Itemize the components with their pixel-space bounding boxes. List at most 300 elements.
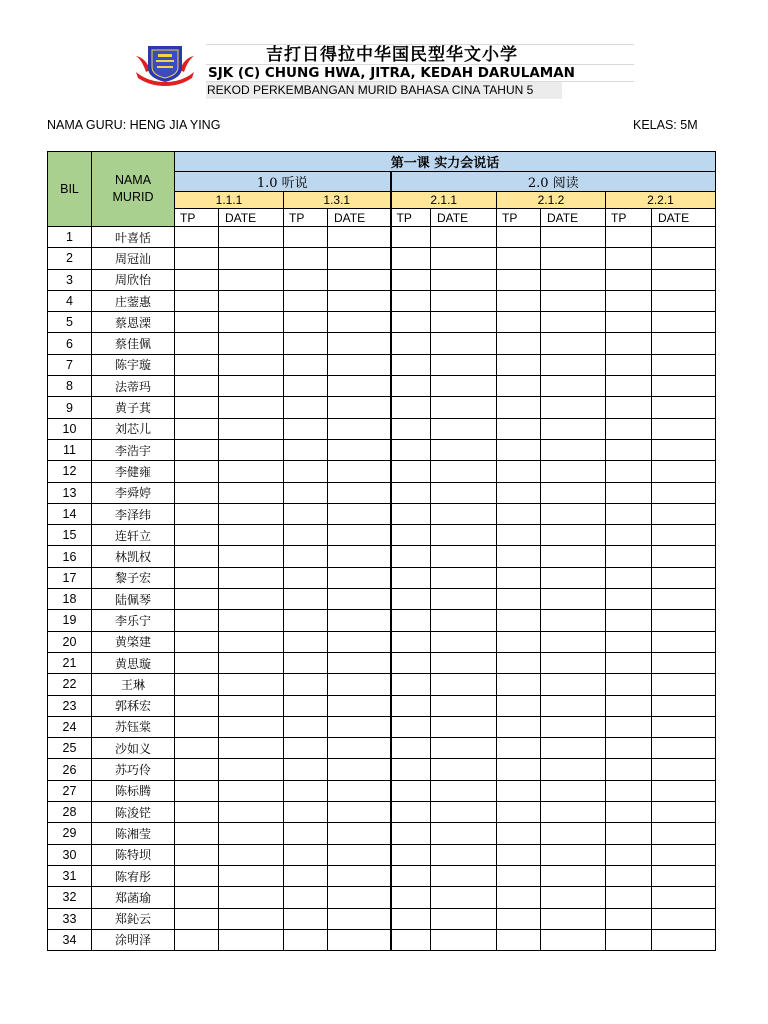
tp-cell[interactable] (175, 418, 219, 439)
tp-cell[interactable] (391, 312, 431, 333)
date-cell[interactable] (652, 567, 716, 588)
date-cell[interactable] (328, 631, 391, 652)
date-cell[interactable] (652, 546, 716, 567)
date-cell[interactable] (541, 716, 606, 737)
date-cell[interactable] (652, 887, 716, 908)
date-cell[interactable] (328, 652, 391, 673)
date-cell[interactable] (219, 397, 284, 418)
tp-cell[interactable] (175, 567, 219, 588)
tp-cell[interactable] (391, 439, 431, 460)
date-cell[interactable] (219, 333, 284, 354)
tp-cell[interactable] (497, 589, 541, 610)
tp-cell[interactable] (391, 589, 431, 610)
date-cell[interactable] (328, 865, 391, 886)
date-cell[interactable] (219, 631, 284, 652)
tp-cell[interactable] (606, 780, 652, 801)
date-cell[interactable] (219, 929, 284, 950)
tp-cell[interactable] (175, 780, 219, 801)
tp-cell[interactable] (391, 482, 431, 503)
tp-cell[interactable] (284, 354, 328, 375)
tp-cell[interactable] (284, 397, 328, 418)
tp-cell[interactable] (175, 503, 219, 524)
tp-cell[interactable] (284, 248, 328, 269)
tp-cell[interactable] (284, 589, 328, 610)
date-cell[interactable] (328, 269, 391, 290)
date-cell[interactable] (652, 738, 716, 759)
date-cell[interactable] (652, 823, 716, 844)
tp-cell[interactable] (175, 397, 219, 418)
date-cell[interactable] (652, 652, 716, 673)
tp-cell[interactable] (175, 652, 219, 673)
tp-cell[interactable] (175, 290, 219, 311)
date-cell[interactable] (541, 567, 606, 588)
date-cell[interactable] (219, 716, 284, 737)
date-cell[interactable] (652, 397, 716, 418)
date-cell[interactable] (219, 674, 284, 695)
tp-cell[interactable] (391, 802, 431, 823)
tp-cell[interactable] (497, 887, 541, 908)
tp-cell[interactable] (284, 227, 328, 248)
date-cell[interactable] (431, 461, 497, 482)
tp-cell[interactable] (175, 738, 219, 759)
date-cell[interactable] (431, 312, 497, 333)
date-cell[interactable] (219, 567, 284, 588)
tp-cell[interactable] (606, 823, 652, 844)
date-cell[interactable] (541, 929, 606, 950)
tp-cell[interactable] (284, 461, 328, 482)
date-cell[interactable] (541, 312, 606, 333)
tp-cell[interactable] (391, 376, 431, 397)
tp-cell[interactable] (284, 887, 328, 908)
tp-cell[interactable] (391, 865, 431, 886)
tp-cell[interactable] (497, 333, 541, 354)
date-cell[interactable] (219, 759, 284, 780)
tp-cell[interactable] (497, 908, 541, 929)
tp-cell[interactable] (175, 716, 219, 737)
date-cell[interactable] (541, 290, 606, 311)
date-cell[interactable] (328, 461, 391, 482)
date-cell[interactable] (652, 354, 716, 375)
tp-cell[interactable] (175, 844, 219, 865)
date-cell[interactable] (652, 674, 716, 695)
date-cell[interactable] (431, 631, 497, 652)
date-cell[interactable] (328, 844, 391, 865)
tp-cell[interactable] (391, 759, 431, 780)
tp-cell[interactable] (606, 929, 652, 950)
tp-cell[interactable] (175, 525, 219, 546)
tp-cell[interactable] (391, 525, 431, 546)
date-cell[interactable] (328, 780, 391, 801)
date-cell[interactable] (652, 418, 716, 439)
date-cell[interactable] (431, 929, 497, 950)
tp-cell[interactable] (391, 546, 431, 567)
tp-cell[interactable] (606, 738, 652, 759)
tp-cell[interactable] (497, 376, 541, 397)
date-cell[interactable] (219, 738, 284, 759)
date-cell[interactable] (431, 290, 497, 311)
date-cell[interactable] (652, 610, 716, 631)
tp-cell[interactable] (606, 397, 652, 418)
tp-cell[interactable] (175, 802, 219, 823)
tp-cell[interactable] (606, 376, 652, 397)
tp-cell[interactable] (497, 780, 541, 801)
date-cell[interactable] (328, 227, 391, 248)
date-cell[interactable] (328, 248, 391, 269)
tp-cell[interactable] (175, 461, 219, 482)
tp-cell[interactable] (391, 695, 431, 716)
tp-cell[interactable] (497, 844, 541, 865)
date-cell[interactable] (541, 269, 606, 290)
tp-cell[interactable] (497, 397, 541, 418)
date-cell[interactable] (219, 908, 284, 929)
date-cell[interactable] (541, 865, 606, 886)
tp-cell[interactable] (175, 312, 219, 333)
tp-cell[interactable] (284, 290, 328, 311)
tp-cell[interactable] (284, 610, 328, 631)
date-cell[interactable] (328, 503, 391, 524)
tp-cell[interactable] (606, 887, 652, 908)
tp-cell[interactable] (391, 716, 431, 737)
date-cell[interactable] (328, 312, 391, 333)
tp-cell[interactable] (391, 354, 431, 375)
date-cell[interactable] (541, 333, 606, 354)
date-cell[interactable] (328, 589, 391, 610)
tp-cell[interactable] (391, 290, 431, 311)
tp-cell[interactable] (284, 482, 328, 503)
date-cell[interactable] (219, 887, 284, 908)
tp-cell[interactable] (497, 354, 541, 375)
tp-cell[interactable] (284, 652, 328, 673)
tp-cell[interactable] (391, 461, 431, 482)
tp-cell[interactable] (284, 418, 328, 439)
tp-cell[interactable] (497, 823, 541, 844)
tp-cell[interactable] (606, 227, 652, 248)
tp-cell[interactable] (606, 461, 652, 482)
date-cell[interactable] (541, 802, 606, 823)
tp-cell[interactable] (284, 844, 328, 865)
date-cell[interactable] (541, 439, 606, 460)
tp-cell[interactable] (175, 674, 219, 695)
tp-cell[interactable] (175, 887, 219, 908)
date-cell[interactable] (431, 376, 497, 397)
tp-cell[interactable] (497, 248, 541, 269)
tp-cell[interactable] (497, 461, 541, 482)
date-cell[interactable] (541, 546, 606, 567)
tp-cell[interactable] (284, 823, 328, 844)
tp-cell[interactable] (497, 503, 541, 524)
date-cell[interactable] (431, 759, 497, 780)
tp-cell[interactable] (284, 738, 328, 759)
tp-cell[interactable] (497, 929, 541, 950)
date-cell[interactable] (328, 525, 391, 546)
tp-cell[interactable] (284, 567, 328, 588)
date-cell[interactable] (431, 589, 497, 610)
date-cell[interactable] (219, 652, 284, 673)
date-cell[interactable] (541, 887, 606, 908)
tp-cell[interactable] (175, 227, 219, 248)
date-cell[interactable] (328, 759, 391, 780)
date-cell[interactable] (219, 418, 284, 439)
date-cell[interactable] (541, 482, 606, 503)
date-cell[interactable] (219, 354, 284, 375)
tp-cell[interactable] (284, 312, 328, 333)
tp-cell[interactable] (284, 759, 328, 780)
tp-cell[interactable] (175, 333, 219, 354)
date-cell[interactable] (328, 290, 391, 311)
tp-cell[interactable] (497, 759, 541, 780)
date-cell[interactable] (219, 865, 284, 886)
tp-cell[interactable] (606, 290, 652, 311)
tp-cell[interactable] (606, 802, 652, 823)
tp-cell[interactable] (606, 418, 652, 439)
tp-cell[interactable] (391, 269, 431, 290)
date-cell[interactable] (541, 908, 606, 929)
date-cell[interactable] (431, 248, 497, 269)
date-cell[interactable] (431, 674, 497, 695)
tp-cell[interactable] (606, 652, 652, 673)
date-cell[interactable] (431, 546, 497, 567)
date-cell[interactable] (431, 567, 497, 588)
date-cell[interactable] (652, 716, 716, 737)
date-cell[interactable] (431, 227, 497, 248)
tp-cell[interactable] (606, 865, 652, 886)
date-cell[interactable] (328, 929, 391, 950)
tp-cell[interactable] (284, 865, 328, 886)
date-cell[interactable] (431, 738, 497, 759)
date-cell[interactable] (328, 418, 391, 439)
tp-cell[interactable] (391, 227, 431, 248)
tp-cell[interactable] (284, 908, 328, 929)
date-cell[interactable] (219, 780, 284, 801)
date-cell[interactable] (219, 503, 284, 524)
date-cell[interactable] (652, 482, 716, 503)
tp-cell[interactable] (497, 610, 541, 631)
tp-cell[interactable] (175, 823, 219, 844)
tp-cell[interactable] (391, 610, 431, 631)
tp-cell[interactable] (284, 802, 328, 823)
date-cell[interactable] (652, 695, 716, 716)
tp-cell[interactable] (175, 354, 219, 375)
date-cell[interactable] (652, 227, 716, 248)
date-cell[interactable] (652, 290, 716, 311)
date-cell[interactable] (219, 695, 284, 716)
date-cell[interactable] (541, 631, 606, 652)
tp-cell[interactable] (175, 610, 219, 631)
tp-cell[interactable] (606, 312, 652, 333)
tp-cell[interactable] (497, 418, 541, 439)
date-cell[interactable] (652, 759, 716, 780)
date-cell[interactable] (652, 589, 716, 610)
date-cell[interactable] (431, 333, 497, 354)
date-cell[interactable] (652, 269, 716, 290)
tp-cell[interactable] (284, 674, 328, 695)
tp-cell[interactable] (606, 567, 652, 588)
date-cell[interactable] (431, 418, 497, 439)
tp-cell[interactable] (606, 546, 652, 567)
date-cell[interactable] (652, 780, 716, 801)
tp-cell[interactable] (606, 525, 652, 546)
date-cell[interactable] (652, 844, 716, 865)
date-cell[interactable] (431, 525, 497, 546)
tp-cell[interactable] (497, 865, 541, 886)
tp-cell[interactable] (175, 546, 219, 567)
date-cell[interactable] (652, 929, 716, 950)
tp-cell[interactable] (606, 908, 652, 929)
date-cell[interactable] (219, 482, 284, 503)
date-cell[interactable] (541, 780, 606, 801)
date-cell[interactable] (652, 248, 716, 269)
tp-cell[interactable] (284, 716, 328, 737)
date-cell[interactable] (541, 525, 606, 546)
tp-cell[interactable] (497, 290, 541, 311)
date-cell[interactable] (219, 610, 284, 631)
tp-cell[interactable] (284, 695, 328, 716)
date-cell[interactable] (431, 780, 497, 801)
date-cell[interactable] (219, 844, 284, 865)
tp-cell[interactable] (606, 759, 652, 780)
tp-cell[interactable] (606, 333, 652, 354)
date-cell[interactable] (219, 589, 284, 610)
tp-cell[interactable] (606, 503, 652, 524)
date-cell[interactable] (219, 461, 284, 482)
date-cell[interactable] (328, 887, 391, 908)
tp-cell[interactable] (175, 631, 219, 652)
tp-cell[interactable] (175, 439, 219, 460)
date-cell[interactable] (328, 674, 391, 695)
date-cell[interactable] (431, 439, 497, 460)
tp-cell[interactable] (391, 929, 431, 950)
date-cell[interactable] (652, 631, 716, 652)
date-cell[interactable] (652, 439, 716, 460)
tp-cell[interactable] (175, 376, 219, 397)
tp-cell[interactable] (606, 439, 652, 460)
date-cell[interactable] (541, 695, 606, 716)
date-cell[interactable] (219, 248, 284, 269)
tp-cell[interactable] (284, 269, 328, 290)
date-cell[interactable] (541, 652, 606, 673)
date-cell[interactable] (219, 823, 284, 844)
date-cell[interactable] (328, 695, 391, 716)
tp-cell[interactable] (284, 376, 328, 397)
tp-cell[interactable] (497, 482, 541, 503)
tp-cell[interactable] (391, 652, 431, 673)
date-cell[interactable] (431, 652, 497, 673)
tp-cell[interactable] (391, 887, 431, 908)
tp-cell[interactable] (606, 716, 652, 737)
date-cell[interactable] (328, 546, 391, 567)
tp-cell[interactable] (391, 503, 431, 524)
date-cell[interactable] (328, 376, 391, 397)
date-cell[interactable] (219, 802, 284, 823)
date-cell[interactable] (652, 376, 716, 397)
date-cell[interactable] (328, 397, 391, 418)
date-cell[interactable] (652, 312, 716, 333)
tp-cell[interactable] (175, 759, 219, 780)
tp-cell[interactable] (606, 695, 652, 716)
date-cell[interactable] (328, 354, 391, 375)
date-cell[interactable] (652, 865, 716, 886)
date-cell[interactable] (652, 333, 716, 354)
tp-cell[interactable] (284, 780, 328, 801)
tp-cell[interactable] (497, 525, 541, 546)
tp-cell[interactable] (391, 844, 431, 865)
date-cell[interactable] (541, 418, 606, 439)
date-cell[interactable] (431, 823, 497, 844)
tp-cell[interactable] (606, 674, 652, 695)
tp-cell[interactable] (284, 929, 328, 950)
date-cell[interactable] (431, 397, 497, 418)
tp-cell[interactable] (497, 802, 541, 823)
date-cell[interactable] (652, 525, 716, 546)
date-cell[interactable] (219, 269, 284, 290)
tp-cell[interactable] (606, 248, 652, 269)
date-cell[interactable] (219, 227, 284, 248)
tp-cell[interactable] (284, 546, 328, 567)
tp-cell[interactable] (391, 908, 431, 929)
tp-cell[interactable] (497, 439, 541, 460)
tp-cell[interactable] (606, 269, 652, 290)
tp-cell[interactable] (606, 482, 652, 503)
date-cell[interactable] (541, 376, 606, 397)
date-cell[interactable] (328, 908, 391, 929)
date-cell[interactable] (652, 503, 716, 524)
date-cell[interactable] (652, 461, 716, 482)
tp-cell[interactable] (175, 908, 219, 929)
tp-cell[interactable] (497, 674, 541, 695)
tp-cell[interactable] (606, 354, 652, 375)
tp-cell[interactable] (497, 738, 541, 759)
date-cell[interactable] (219, 439, 284, 460)
tp-cell[interactable] (175, 269, 219, 290)
date-cell[interactable] (431, 354, 497, 375)
date-cell[interactable] (541, 589, 606, 610)
tp-cell[interactable] (391, 631, 431, 652)
date-cell[interactable] (652, 908, 716, 929)
tp-cell[interactable] (391, 248, 431, 269)
date-cell[interactable] (541, 397, 606, 418)
tp-cell[interactable] (497, 546, 541, 567)
tp-cell[interactable] (391, 567, 431, 588)
tp-cell[interactable] (497, 227, 541, 248)
date-cell[interactable] (541, 844, 606, 865)
date-cell[interactable] (328, 482, 391, 503)
date-cell[interactable] (219, 525, 284, 546)
date-cell[interactable] (652, 802, 716, 823)
tp-cell[interactable] (175, 695, 219, 716)
date-cell[interactable] (431, 269, 497, 290)
date-cell[interactable] (431, 716, 497, 737)
tp-cell[interactable] (175, 929, 219, 950)
tp-cell[interactable] (284, 439, 328, 460)
date-cell[interactable] (219, 376, 284, 397)
date-cell[interactable] (541, 461, 606, 482)
date-cell[interactable] (541, 227, 606, 248)
date-cell[interactable] (541, 503, 606, 524)
tp-cell[interactable] (497, 652, 541, 673)
date-cell[interactable] (219, 546, 284, 567)
date-cell[interactable] (541, 610, 606, 631)
tp-cell[interactable] (497, 631, 541, 652)
date-cell[interactable] (541, 354, 606, 375)
date-cell[interactable] (541, 823, 606, 844)
tp-cell[interactable] (497, 567, 541, 588)
tp-cell[interactable] (175, 482, 219, 503)
tp-cell[interactable] (391, 333, 431, 354)
date-cell[interactable] (219, 290, 284, 311)
tp-cell[interactable] (175, 248, 219, 269)
date-cell[interactable] (431, 610, 497, 631)
date-cell[interactable] (219, 312, 284, 333)
